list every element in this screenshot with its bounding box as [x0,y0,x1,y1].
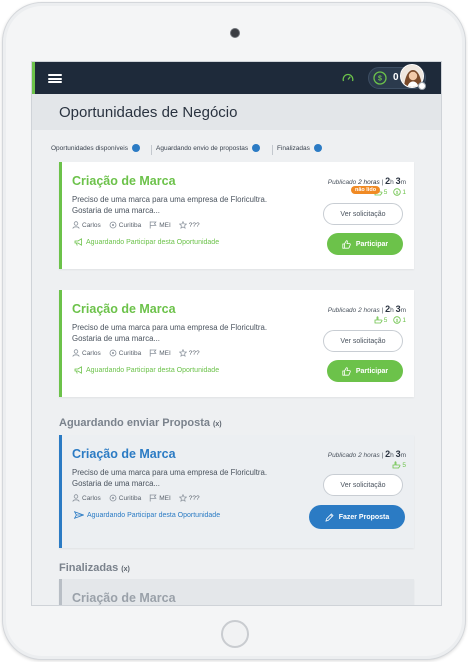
filter-awaiting[interactable] [156,144,260,152]
card-status-text: Aguardando Participar desta Oportunidade [87,511,221,519]
view-request-button[interactable]: Ver solicitação [323,474,403,496]
filter-label: Finalizadas [277,144,310,152]
make-proposal-button[interactable] [309,505,405,529]
card-rating: ??? [188,494,200,502]
section-finished-label: Finalizadas [59,562,119,574]
section-awaiting-label: Aguardando enviar Proposta [59,417,210,429]
card-author: Carlos [82,494,101,502]
card-published: Publicado 2 horas | 2h 3m [327,449,406,459]
card-city: Curitiba [118,494,142,502]
page-title: Oportunidades de Negócio [59,104,238,121]
card-accent-bar [59,290,62,397]
send-icon [74,511,84,519]
app-screen [31,61,442,606]
cost-count: 1 [402,188,406,196]
card-meta [72,494,208,502]
star-icon [179,494,187,502]
time-hours: 2 [385,304,391,314]
card-published: Publicado 2 horas | 2h 3m [327,304,406,314]
pen-icon [325,513,334,522]
hand-icon [392,461,401,469]
participate-label: Participar [355,240,389,248]
proposal-count: 5 [402,461,406,469]
time-minutes-unit: m [400,179,406,186]
time-minutes: 3 [395,304,401,314]
filter-dot-icon [314,144,322,152]
thumbs-up-icon [342,367,351,376]
card-counters [386,461,406,469]
proposal-count: 5 [383,316,388,324]
svg-text:$: $ [396,317,399,323]
thumbs-up-icon [342,240,351,249]
user-icon [72,349,80,357]
filter-label: Oportunidades disponíveis [51,144,128,152]
hand-icon [374,316,383,324]
section-finished-title [59,562,130,574]
card-status [74,511,220,519]
card-rating: ??? [188,349,200,357]
participate-button[interactable] [327,360,403,382]
published-ago: 2 horas [358,452,380,459]
finished-card[interactable] [59,579,414,606]
card-meta [72,349,208,357]
time-hours: 2 [385,449,391,459]
section-awaiting-title [59,417,222,429]
time-hours-unit: h [390,307,394,314]
card-type: MEI [159,221,171,229]
time-minutes: 3 [395,176,401,186]
topbar-accent [32,62,35,94]
filter-dot-icon [132,144,140,152]
section-finished-close[interactable]: (x) [121,566,130,573]
card-published: Publicado 2 horas | 2h 3m [327,176,406,186]
card-counters [368,316,406,324]
hamburger-icon[interactable] [48,74,62,83]
card-status-text: Aguardando Participar desta Oportunidade [86,366,220,374]
card-title: Criação de Marca [72,591,176,605]
published-label: Publicado [327,452,357,459]
card-description: Preciso de uma marca para uma empresa de Floricultra. Gostaria de uma marca... [72,323,268,343]
flag-icon [149,221,157,229]
unread-badge: não lido [351,186,380,194]
filter-dot-icon [252,144,260,152]
location-icon [109,494,117,502]
avatar-status-badge [418,82,426,90]
filter-bar [32,144,441,158]
location-icon [109,221,117,229]
card-accent-bar [59,162,62,269]
svg-text:$: $ [378,75,382,83]
card-meta [72,221,208,229]
speedometer-icon[interactable] [342,72,354,84]
participate-label: Participar [355,367,389,375]
star-icon [179,221,187,229]
card-city: Curitiba [118,221,142,229]
filter-finished[interactable] [277,144,322,152]
awaiting-proposal-card[interactable] [59,435,414,548]
opportunity-card[interactable] [59,162,414,269]
time-hours-unit: h [390,452,394,459]
filter-divider [272,145,273,155]
user-icon [72,221,80,229]
published-ago: 2 horas [358,179,380,186]
card-title: Criação de Marca [72,302,176,316]
card-author: Carlos [82,349,101,357]
time-minutes: 3 [395,449,401,459]
tablet-frame [2,2,466,660]
time-minutes-unit: m [400,307,406,314]
section-awaiting-close[interactable]: (x) [212,421,222,428]
camera-icon [231,29,239,37]
view-request-button[interactable]: Ver solicitação [323,203,403,225]
cost-count: 1 [402,316,406,324]
card-author: Carlos [82,221,101,229]
location-icon [109,349,117,357]
card-accent-bar [59,435,62,548]
make-proposal-label: Fazer Proposta [338,513,390,521]
svg-text:$: $ [396,189,399,195]
filter-label: Aguardando envio de propostas [156,144,249,152]
participate-button[interactable] [327,233,403,255]
card-accent-bar [59,579,62,606]
star-icon [179,349,187,357]
published-label: Publicado [327,179,357,186]
time-minutes-unit: m [400,452,406,459]
card-description: Preciso de uma marca para uma empresa de Floricultra. Gostaria de uma marca... [72,195,268,215]
proposal-count: 5 [383,188,388,196]
published-label: Publicado [327,307,357,314]
megaphone-icon [74,366,83,374]
filter-available[interactable] [51,144,140,152]
card-rating: ??? [188,221,200,229]
card-status [74,366,219,374]
flag-icon [149,494,157,502]
time-hours: 2 [385,176,391,186]
opportunity-card[interactable] [59,290,414,397]
card-status-text: Aguardando Participar desta Oportunidade [86,238,220,246]
coin-icon [393,188,401,196]
user-icon [72,494,80,502]
coin-count: 0 [393,72,399,83]
card-description: Preciso de uma marca para uma empresa de Floricultra. Gostaria de uma marca... [72,468,268,488]
card-title: Criação de Marca [72,174,176,188]
megaphone-icon [74,238,83,246]
home-button[interactable] [221,620,249,648]
published-ago: 2 horas [358,307,380,314]
card-type: MEI [159,494,171,502]
card-status [74,238,219,246]
time-hours-unit: h [390,179,394,186]
flag-icon [149,349,157,357]
top-bar [32,62,441,94]
page-header [32,94,441,130]
card-title: Criação de Marca [72,447,176,461]
card-city: Curitiba [118,349,142,357]
view-request-button[interactable]: Ver solicitação [323,330,403,352]
coin-icon [393,316,401,324]
filter-divider [151,145,152,155]
coin-icon [373,71,387,85]
card-type: MEI [159,349,171,357]
